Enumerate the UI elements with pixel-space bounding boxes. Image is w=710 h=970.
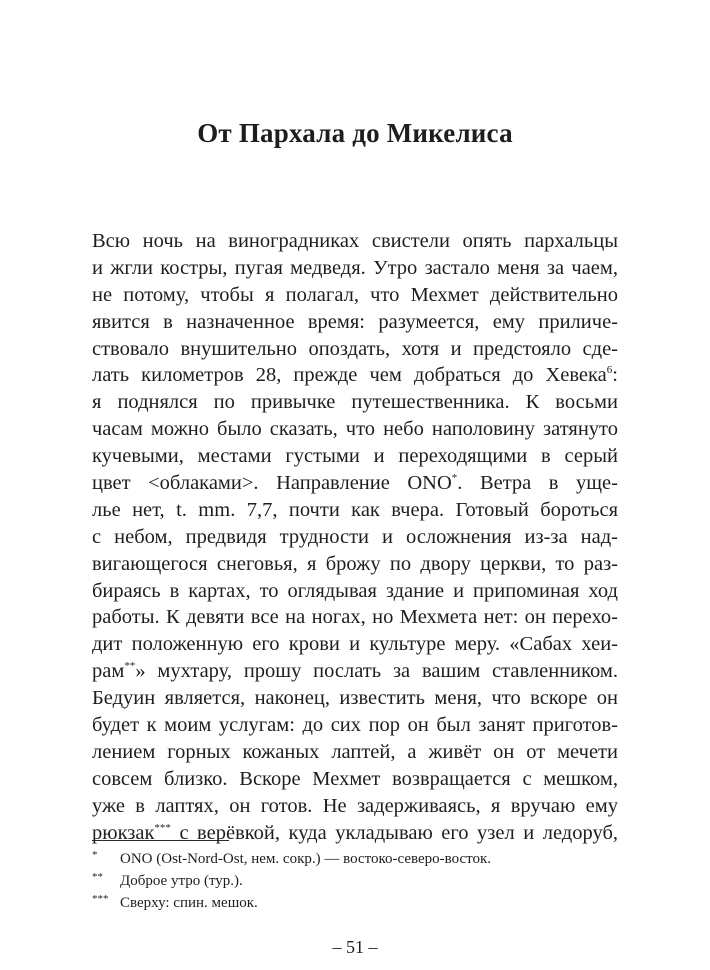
footnote-item — [92, 870, 618, 892]
body-line-text: Бедуин является, наконец, известить меня, что вскоре он — [92, 687, 618, 710]
body-line — [92, 228, 618, 255]
footnote-reference: *** — [154, 821, 171, 834]
body-line — [92, 604, 618, 631]
body-line — [92, 389, 618, 416]
body-line — [92, 551, 618, 578]
body-line-text: ствовало внушительно опоздать, хотя и предстояло сде- — [92, 337, 618, 360]
body-line-text-continued: : — [612, 364, 618, 387]
body-line-text: рам — [92, 660, 125, 683]
body-text — [92, 228, 618, 846]
page-title: От Пархала до Микелиса — [197, 118, 513, 149]
body-line-text: Всю ночь на виноградниках свистели опять пархальцы — [92, 230, 618, 252]
body-line-text: будет к моим услугам: до сих пор он был занят приготов- — [92, 714, 618, 737]
body-line-text: и жгли костры, пугая медведя. Утро застало меня за чаем, — [92, 256, 618, 279]
body-line-text: работы. К девяти все на ногах, но Мехмета нет: он перехо- — [92, 606, 618, 629]
footnote-text: Доброе утро (тур.). — [120, 873, 243, 889]
footnote-reference: * — [451, 472, 458, 485]
body-line-text: совсем близко. Вскоре Мехмет возвращается с мешком, — [92, 767, 618, 790]
body-line — [92, 443, 618, 470]
footnote-item — [92, 848, 618, 870]
body-line — [92, 685, 618, 712]
body-line-text: вигающегося снеговья, я брожу по двору церкви, то раз- — [92, 552, 618, 575]
footnote-reference: 6 — [606, 364, 613, 377]
body-line — [92, 497, 618, 524]
body-line — [92, 766, 618, 793]
body-line — [92, 578, 618, 605]
body-line-text: лением горных кожаных лаптей, а живёт он от мечети — [92, 740, 618, 763]
body-line — [92, 470, 618, 497]
body-line-text: лать километров 28, прежде чем добраться до Хевека — [92, 364, 607, 387]
body-line — [92, 282, 618, 309]
footnote-mark: * — [92, 849, 98, 861]
body-line — [92, 309, 618, 336]
body-line — [92, 793, 618, 820]
footnotes — [92, 848, 618, 914]
footnote-mark: *** — [92, 893, 109, 905]
body-line — [92, 255, 618, 282]
footnote-reference: ** — [124, 660, 136, 673]
footnote-text: Сверху: спин. мешок. — [120, 895, 258, 911]
body-line-text: явится в назначенное время: разумеется, ему приличе- — [92, 310, 618, 333]
footnote-mark: ** — [92, 871, 103, 883]
body-line-text-continued: . Ветра в уще- — [457, 472, 618, 495]
body-line-text: бираясь в картах, то оглядывая здание и припоминая ход — [92, 579, 618, 602]
page-number: – 51 – — [332, 937, 378, 957]
body-line-text: уже в лаптях, он готов. Не задерживаясь, я вручаю ему — [92, 794, 618, 817]
body-line-text: рюкзак — [92, 821, 155, 844]
body-line-text: кучевыми, местами густыми и переходящими в серый — [92, 445, 618, 468]
body-line-text-continued: с верёвкой, куда укладываю его узел и ледоруб, — [170, 821, 618, 844]
body-line — [92, 658, 618, 685]
body-line — [92, 362, 618, 389]
body-line — [92, 739, 618, 766]
body-line-text: цвет <облаками>. Направление ONO — [92, 472, 452, 495]
body-line-text-continued: » мухтару, прошу послать за вашим ставленником. — [135, 660, 618, 683]
footnote-divider — [92, 840, 229, 841]
body-line — [92, 712, 618, 739]
body-line-text: я поднялся по привычке путешественника. К восьми — [92, 391, 618, 414]
body-line — [92, 820, 618, 847]
body-line-text: с небом, предвидя трудности и осложнения из-за над- — [92, 525, 618, 548]
body-line-text: не потому, чтобы я полагал, что Мехмет действительно — [92, 283, 618, 306]
footnote-text: ONO (Ost-Nord-Ost, нем. сокр.) — востоко-северо-восток. — [120, 851, 492, 867]
body-line-text: лье нет, t. mm. 7,7, почти как вчера. Готовый бороться — [92, 498, 618, 521]
footnote-item — [92, 892, 618, 914]
body-line-text: дит положенную его крови и культуре меру. «Сабах хеи- — [92, 633, 618, 656]
body-line — [92, 524, 618, 551]
body-line — [92, 416, 618, 443]
body-line-text: часам можно было сказать, что небо наполовину затянуто — [92, 418, 618, 441]
body-line — [92, 631, 618, 658]
body-line — [92, 336, 618, 363]
